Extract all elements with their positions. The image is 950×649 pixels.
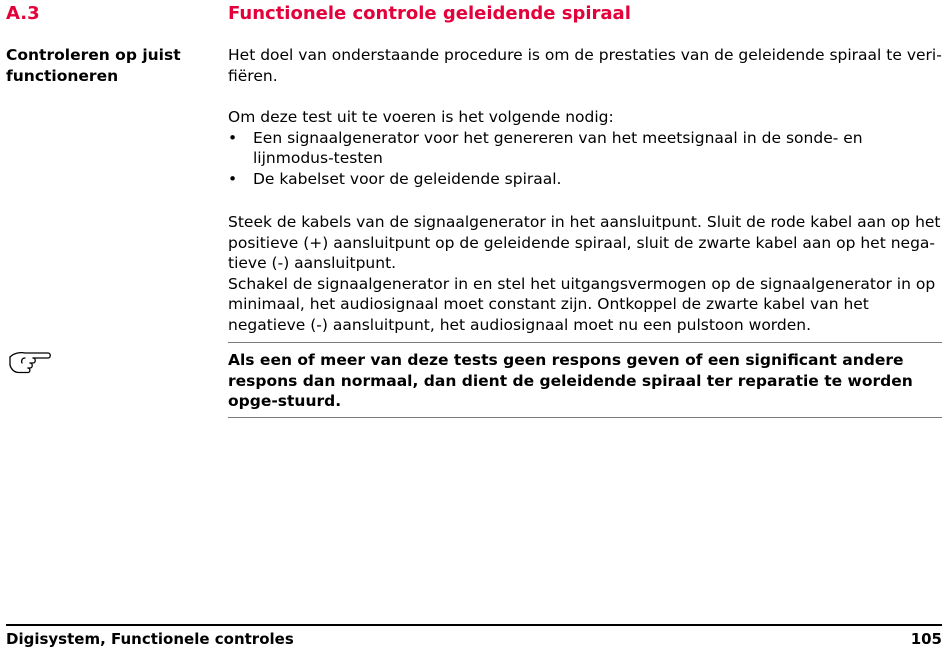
procedure-paragraph: Schakel de signaalgenerator in en stel het uitgangsvermogen op de signaalgenerator in op minimaal, het audiosignaal moet constant zijn. Ontkoppel de zwarte kabel van het negatieve (-) aansluitpunt, het audiosignaal moet nu een pulstoon worden. <box>228 274 936 334</box>
procedure-block <box>228 212 942 336</box>
note-text: Als een of meer van deze tests geen respons geven of een significant andere respons dan normaal, dan dient de geleidende spiraal ter reparatie te worden opge-stuurd. <box>228 351 913 411</box>
requirements-block <box>228 107 942 189</box>
list-item <box>228 169 942 190</box>
page-number: 105 <box>910 630 942 648</box>
side-heading: Controleren op juist functioneren <box>6 46 181 85</box>
note-bottom-divider <box>228 417 942 418</box>
intro-block <box>228 45 942 86</box>
bullet-icon: • <box>228 169 238 188</box>
pointing-hand-icon <box>8 348 52 376</box>
list-item <box>228 128 942 169</box>
list-item-text: De kabelset voor de geleidende spiraal. <box>253 169 562 188</box>
intro-paragraph: Het doel van onderstaande procedure is om de prestaties van de geleidende spiraal te veri-fiëren. <box>228 46 942 85</box>
bullet-icon: • <box>228 128 238 147</box>
procedure-paragraph: Steek de kabels van de signaalgenerator in het aansluitpunt. Sluit de rode kabel aan op het positieve (+) aansluitpunt op de geleidende spiraal, sluit de zwarte kabel aan op het nega-tieve (-) aansluitpunt. <box>228 213 941 273</box>
footer-divider <box>6 624 942 626</box>
note-top-divider <box>228 342 942 343</box>
footer-title: Digisystem, Functionele controles <box>6 630 294 648</box>
list-item-text: Een signaalgenerator voor het genereren van het meetsignaal in de sonde- en lijnmodus-testen <box>253 128 863 168</box>
section-number: A.3 <box>6 3 40 24</box>
section-title: Functionele controle geleidende spiraal <box>228 3 631 24</box>
requirements-list <box>228 128 942 190</box>
requirements-lead: Om deze test uit te voeren is het volgende nodig: <box>228 108 614 126</box>
